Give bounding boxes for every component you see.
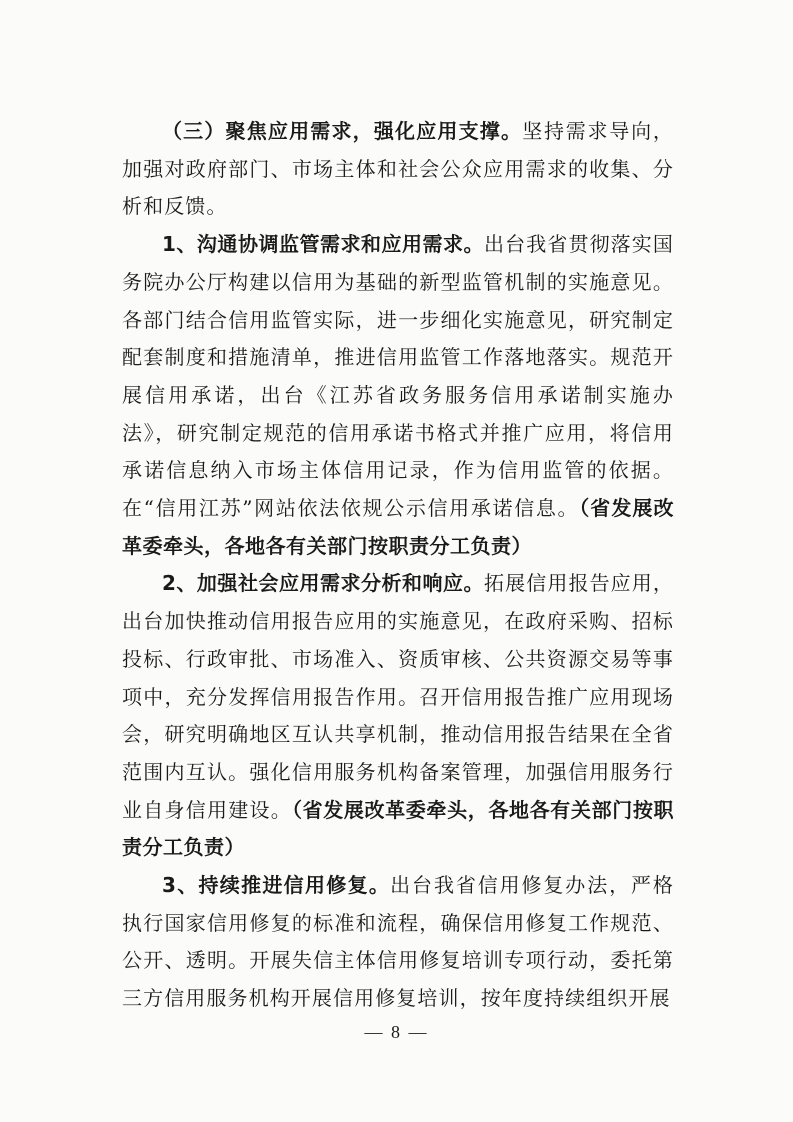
- item-paragraph-2: [122, 565, 674, 867]
- item-paragraph-3: [122, 867, 674, 1018]
- responsible-note: （省发展改革委牵头，各地各有关部门按职责分工负责）: [122, 797, 674, 860]
- paragraph-text: 出台我省贯彻落实国务院办公厅构建以信用为基础的新型监管机制的实施意见。各部门结合信用监管实际，进一步细化实施意见，研究制定配套制度和措施清单，推进信用监管工作落地落实。规范开展信用承诺，出台《江苏省政务服务信用承诺制实施办法》，研究制定规范的信用承诺书格式并推广应用，将信用承诺信息纳入市场主体信用记录，作为信用监管的依据。在“信用江苏”网站依法依规公示信用承诺信息。: [122, 232, 674, 521]
- item-heading: 3、持续推进信用修复。: [162, 873, 391, 898]
- item-heading: 2、加强社会应用需求分析和响应。: [162, 571, 485, 596]
- section-paragraph-3: [122, 113, 674, 226]
- paragraph-text: 拓展信用报告应用，出台加快推动信用报告应用的实施意见，在政府采购、招标投标、行政审批、市场准入、资质审核、公共资源交易等事项中，充分发挥信用报告作用。召开信用报告推广应用现场会，研究明确地区互认共享机制，推动信用报告结果在全省范围内互认。强化信用服务机构备案管理，加强信用服务行业自身信用建设。: [122, 571, 674, 822]
- responsible-note: （省发展改革委牵头，各地各有关部门按职责分工负责）: [122, 496, 675, 558]
- item-heading: 1、沟通协调监管需求和应用需求。: [162, 232, 485, 257]
- paragraph-text: 出台我省信用修复办法，严格执行国家信用修复的标准和流程，确保信用修复工作规范、公开、透明。开展失信主体信用修复培训专项行动，委托第三方信用服务机构开展信用修复培训，按年度持续组织开展: [122, 873, 674, 1011]
- page-number: — 8 —: [364, 1022, 429, 1042]
- item-paragraph-1: [122, 226, 674, 565]
- section-heading: （三）聚焦应用需求，强化应用支撑。: [162, 119, 523, 143]
- document-body: [122, 113, 674, 1018]
- paragraph-text: 坚持需求导向，加强对政府部门、市场主体和社会公众应用需求的收集、分析和反馈。: [122, 119, 675, 219]
